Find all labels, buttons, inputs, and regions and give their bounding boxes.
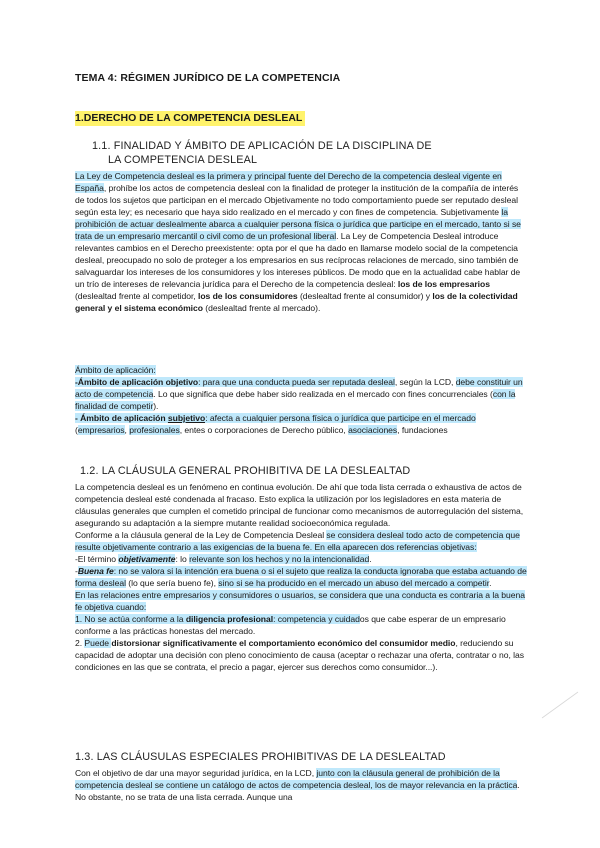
- section-heading-1: 1.DERECHO DE LA COMPETENCIA DESLEAL: [75, 111, 305, 126]
- ambito-label: Ámbito de aplicación:: [75, 365, 156, 375]
- subsection-heading-1-2: 1.2. LA CLÁUSULA GENERAL PROHIBITIVA DE LA DESLEALTAD: [80, 465, 411, 477]
- subsection-heading-1-1-line1: 1.1. FINALIDAD Y ÁMBITO DE APLICACIÓN DE LA DISCIPLINA DE: [92, 140, 432, 152]
- document-title: TEMA 4: RÉGIMEN JURÍDICO DE LA COMPETENCIA: [75, 72, 341, 84]
- paragraph-clausula-general: La competencia desleal es un fenómeno en continua evolución. De ahí que toda lista cerrada o exhaustiva de actos de competencia desleal esté condenada al fracaso. Esto explica la utilización por los legisladores en esta materia de cláusulas generales que cumplen el cometido principal de funcionar como mecanismos de autorregulación del sistema, asegurando su adaptación a la siempre mutante realidad socioeconómica regulada. Conforme a la cláusula general de la Ley de Competencia Desleal se considera desleal todo acto de competencia que resulte objetivamente contrario a las exigencias de la buena fe. En ella aparecen dos referencias objetivas: -El término objetivamente: lo relevante son los hechos y no la intencionalidad. -Buena fe: no se valora si la intención era buena o si el sujeto que realiza la conducta ignoraba que estaba actuando de forma desleal (lo que sería bueno fe), sino si se ha producido en el mercado un abuso del mercado a competir. En las relaciones entre empresarios y consumidores o usuarios, se considera que una conducta es contraria a la buena fe objetiva cuando: 1. No se actúa conforme a la diligencia profesional: competencia y cuidados que cabe esperar de un empresario conforme a las prácticas honestas del mercado. 2. Puede distorsionar significativamente el comportamiento económico del consumidor medio, reduciendo su capacidad de adoptar una decisión con pleno conocimiento de causa (aceptar o rechazar una oferta, contratar o no, las condiciones en las que se contrata, el precio a pagar, ejercer sus derechos como consumidor...).: [75, 482, 527, 672]
- highlight: la prohibición de actuar deslealmente abarca a cualquier persona física o jurídica que participe en el mercado, tanto si se trata de un empresario mercantil o civil como de un profesional liberal: [75, 207, 521, 241]
- subsection-heading-1-1-line2: LA COMPETENCIA DESLEAL: [108, 154, 258, 166]
- subsection-heading-1-3: 1.3. LAS CLÁUSULAS ESPECIALES PROHIBITIVAS DE LA DESLEALTAD: [75, 751, 446, 763]
- paragraph-ley-competencia: La Ley de Competencia desleal es la primera y principal fuente del Derecho de la competencia desleal vigente en España, prohíbe los actos de competencia desleal con la finalidad de proteger la institución de la compañía de interés de todos los sujetos que participan en el mercado Objetivamente no todo comportamiento puede ser reputado desleal según esta ley; es necesario que haya sido realizado en el mercado y con fines de competencia. Subjetivamente la prohibición de actuar deslealmente abarca a cualquier persona física o jurídica que participe en el mercado, tanto si se trata de un empresario mercantil o civil como de un profesional liberal. La Ley de Competencia Desleal introduce relevantes cambios en el Derecho preexistente: opta por el que ha dado en llamarse modelo social de la competencia desleal, preocupado no solo de proteger a los empresarios en sus recíprocas relaciones de mercado, sino también de salvaguardar los intereses de los consumidores y los intereses públicos. De modo que en la actualidad cabe hablar de un trío de intereses de relevancia jurídica para el Derecho de la competencia desleal: los de los empresarios (deslealtad frente al competidor, los de los consumidores (deslealtad frente al consumidor) y los de la colectividad general y el sistema económico (deslealtad frente al mercado).: [75, 171, 521, 313]
- paragraph-ambito: Ámbito de aplicación: -Ámbito de aplicación objetivo: para que una conducta pueda ser reputada desleal, según la LCD, debe constituir un acto de competencia. Lo que significa que debe haber sido realizada en el mercado con fines concurrenciales (con la finalidad de competir). - Ámbito de aplicación subjetivo: afecta a cualquier persona física o jurídica que participe en el mercado (empresarios, profesionales, entes o corporaciones de Derecho público, asociaciones, fundaciones: [75, 365, 523, 435]
- paragraph-clausulas-especiales: Con el objetivo de dar una mayor seguridad jurídica, en la LCD, junto con la cláusula general de prohibición de la competencia desleal se contiene un catálogo de actos de competencia desleal, los de mayor relevancia en la práctica. No obstante, no se trata de una lista cerrada. Aunque una: [75, 768, 520, 802]
- highlight: La Ley de Competencia desleal es la primera y principal fuente del Derecho de la competencia desleal vigente en España: [75, 171, 502, 193]
- pencil-stroke-mark: [540, 690, 580, 720]
